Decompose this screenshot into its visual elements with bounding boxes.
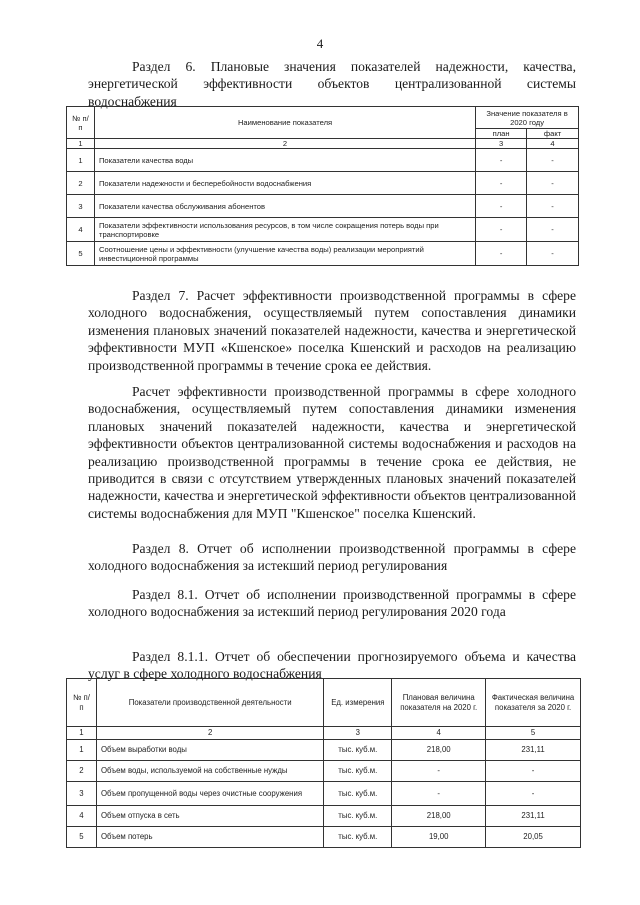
row-num: 2 [67,172,95,195]
row-name: Объем воды, используемой на собственные нужды [96,761,323,782]
table-index-row [67,727,581,740]
row-name: Показатели эффективности использования ресурсов, в том числе сокращения потерь воды при транспортировке [94,218,475,242]
row-fact: 20,05 [486,827,581,848]
row-fact: - [527,218,579,242]
row-plan: 19,00 [392,827,486,848]
header-plan: Плановая величина показателя на 2020 г. [392,679,486,727]
row-num: 3 [67,782,97,806]
header-indicator-name: Наименование показателя [94,107,475,139]
table-index-row [67,139,579,149]
table-header-row [67,679,581,727]
row-plan: - [476,149,527,172]
header-value-2020: Значение показателя в 2020 году [476,107,579,129]
row-name: Объем отпуска в сеть [96,806,323,827]
header-indicator-name: Показатели производственной деятельности [96,679,323,727]
row-name: Показатели качества обслуживания абонентов [94,195,475,218]
row-fact: 231,11 [486,740,581,761]
index-cell: 4 [527,139,579,149]
table-row [67,782,581,806]
row-unit: тыс. куб.м. [324,827,392,848]
page-number: 4 [316,36,324,51]
index-cell: 2 [94,139,475,149]
row-name: Соотношение цены и эффективности (улучшение качества воды) реализации мероприятий инвестиционной программы [94,242,475,266]
index-cell: 4 [392,727,486,740]
section-8-1-1-heading: Раздел 8.1.1. Отчет об обеспечении прогнозируемого объема и качества услуг в сфере холодного водоснабжения [88,649,576,682]
row-fact: - [527,242,579,266]
row-plan: - [476,218,527,242]
row-name: Показатели качества воды [94,149,475,172]
row-num: 1 [67,740,97,761]
row-num: 1 [67,149,95,172]
row-fact: - [486,761,581,782]
row-plan: - [392,761,486,782]
row-plan: 218,00 [392,740,486,761]
table-header-row [67,107,579,129]
row-name: Показатели надежности и бесперебойности водоснабжения [94,172,475,195]
index-cell: 1 [67,139,95,149]
row-num: 5 [67,827,97,848]
quality-indicators-table [66,106,579,266]
row-num: 2 [67,761,97,782]
row-unit: тыс. куб.м. [324,740,392,761]
row-fact: - [527,195,579,218]
section-8-1-heading: Раздел 8.1. Отчет об исполнении производственной программы в сфере холодного водоснабжения за истекший период регулирования 2020 года [88,587,576,620]
row-fact: 231,11 [486,806,581,827]
index-cell: 1 [67,727,97,740]
table-row [67,195,579,218]
row-plan: 218,00 [392,806,486,827]
table-row [67,242,579,266]
header-fact: факт [527,129,579,139]
row-name: Объем выработки воды [96,740,323,761]
section-7-heading: Раздел 7. Расчет эффективности производственной программы в сфере холодного водоснабжения, осуществляемый путем сопоставления динамики изменения плановых значений показателей надежности, качества и энергетической эффективности МУП «Кшенское» поселка Кшенский и расходов на реализацию производственной программы в течение срока ее действия. [88,288,576,373]
table-row [67,740,581,761]
row-plan: - [476,172,527,195]
section-6-heading: Раздел 6. Плановые значения показателей надежности, качества, энергетической эффективности объектов централизованной системы водоснабжения [88,59,576,109]
header-num: № п/п [67,679,97,727]
row-plan: - [476,195,527,218]
row-name: Объем потерь [96,827,323,848]
header-plan: план [476,129,527,139]
row-num: 5 [67,242,95,266]
section-8-heading: Раздел 8. Отчет об исполнении производственной программы в сфере холодного водоснабжения за истекший период регулирования [88,541,576,574]
row-unit: тыс. куб.м. [324,761,392,782]
table-row [67,761,581,782]
header-num: № п/п [67,107,95,139]
table-row [67,218,579,242]
header-fact: Фактическая величина показателя за 2020 г. [486,679,581,727]
row-plan: - [392,782,486,806]
production-indicators-table [66,678,581,848]
index-cell: 2 [96,727,323,740]
row-plan: - [476,242,527,266]
table-row [67,172,579,195]
index-cell: 3 [476,139,527,149]
table-row [67,806,581,827]
row-num: 4 [67,806,97,827]
section-7-body: Расчет эффективности производственной программы в сфере холодного водоснабжения, осуществляемый путем сопоставления динамики изменения плановых значений показателей надежности, качества и энергетической эффективности объектов централизованной системы водоснабжения и расходов на реализацию производственной программы в течение срока ее действия, не приводится в связи с отсутствием утвержденных плановых значений показателей надежности, качества и энергетической эффективности объектов централизованной системы водоснабжения для МУП "Кшенское" поселка Кшенский. [88,384,576,521]
row-num: 4 [67,218,95,242]
index-cell: 3 [324,727,392,740]
row-unit: тыс. куб.м. [324,782,392,806]
table-row [67,827,581,848]
row-name: Объем пропущенной воды через очистные сооружения [96,782,323,806]
header-unit: Ед. измерения [324,679,392,727]
table-row [67,149,579,172]
row-num: 3 [67,195,95,218]
row-unit: тыс. куб.м. [324,806,392,827]
row-fact: - [486,782,581,806]
row-fact: - [527,172,579,195]
row-fact: - [527,149,579,172]
index-cell: 5 [486,727,581,740]
